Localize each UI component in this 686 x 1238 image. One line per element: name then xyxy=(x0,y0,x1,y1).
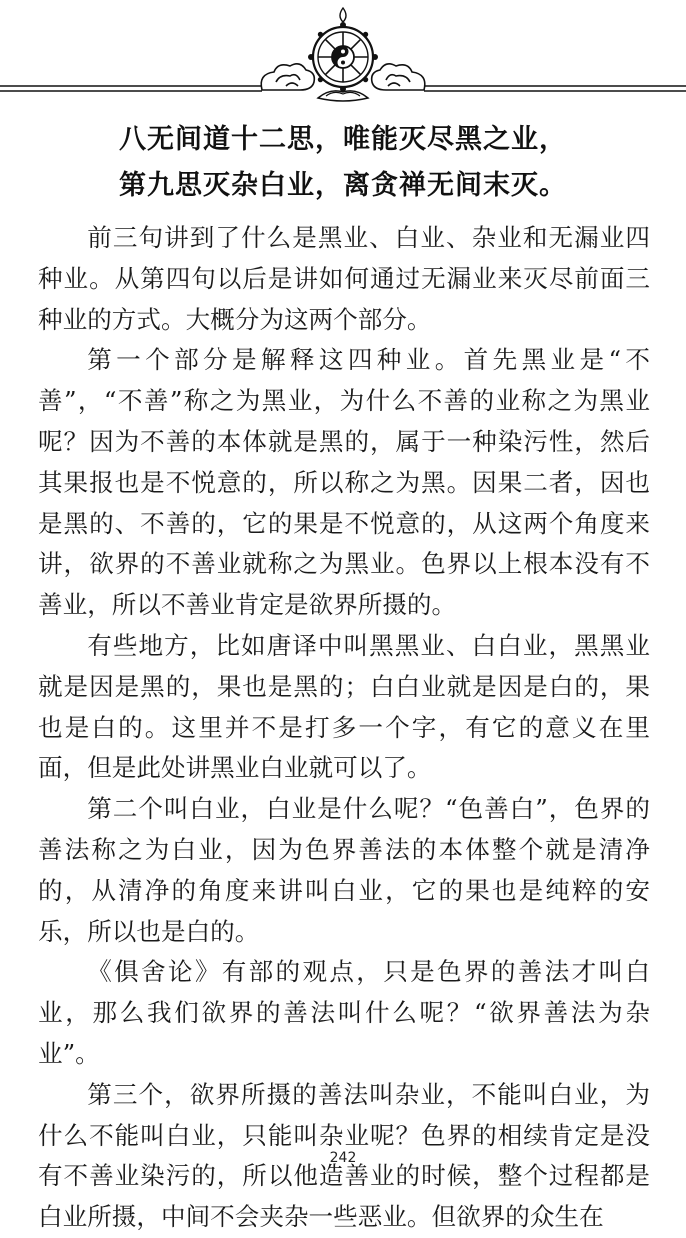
paragraph: 第二个叫白业，白业是什么呢？“色善白”，色界的善法称之为白业，因为色界善法的本体整个就是清净的，从清净的角度来讲叫白业，它的果也是纯粹的安乐，所以也是白的。 xyxy=(38,794,650,946)
paragraph: 《俱舍论》有部的观点，只是色界的善法才叫白业，那么我们欲界的善法叫什么呢？“欲界善法为杂业”。 xyxy=(38,957,650,1068)
header-rule-right xyxy=(424,86,686,91)
paragraph: 有些地方，比如唐译中叫黑黑业、白白业，黑黑业就是因是黑的，果也是黑的；白白业就是因是白的，果也是白的。这里并不是打多一个字，有它的意义在里面，但是此处讲黑业白业就可以了。 xyxy=(38,630,650,783)
paragraph: 第三个，欲界所摄的善法叫杂业，不能叫白业，为什么不能叫白业，只能叫杂业呢？色界的相续肯定是没有不善业染污的，所以他造善业的时候，整个过程都是白业所摄，中间不会夹杂一些恶业。但欲界的众生在 xyxy=(38,1079,650,1232)
left-cloud-icon xyxy=(261,64,314,90)
page-number: 242 xyxy=(329,1150,357,1166)
commentary-body xyxy=(38,218,650,1238)
right-cloud-icon xyxy=(372,64,425,90)
dharma-wheel-header-ornament xyxy=(0,0,686,108)
paragraph: 第一个部分是解释这四种业。首先黑业是“不善”，“不善”称之为黑业，为什么不善的业称之为黑业呢？因为不善的本体就是黑的，属于一种染污性，然后其果报也是不悦意的，所以称之为黑。因果二者，因也是黑的、不善的，它的果是不悦意的，从这两个角度来讲，欲界的不善业就称之为黑业。色界以上根本没有不善业，所以不善业肯定是欲界所摄的。 xyxy=(38,345,650,620)
verse-line-1: 八无间道十二思，唯能灭尽黑之业， xyxy=(119,124,567,155)
dharma-wheel-icon xyxy=(308,8,378,101)
paragraph: 前三句讲到了什么是黑业、白业、杂业和无漏业四种业。从第四句以后是讲如何通过无漏业来灭尽前面三种业的方式。大概分为这两个部分。 xyxy=(38,223,650,334)
verse-line-2: 第九思灭杂白业，离贪禅无间末灭。 xyxy=(119,170,567,201)
header-rule-left xyxy=(0,86,262,91)
